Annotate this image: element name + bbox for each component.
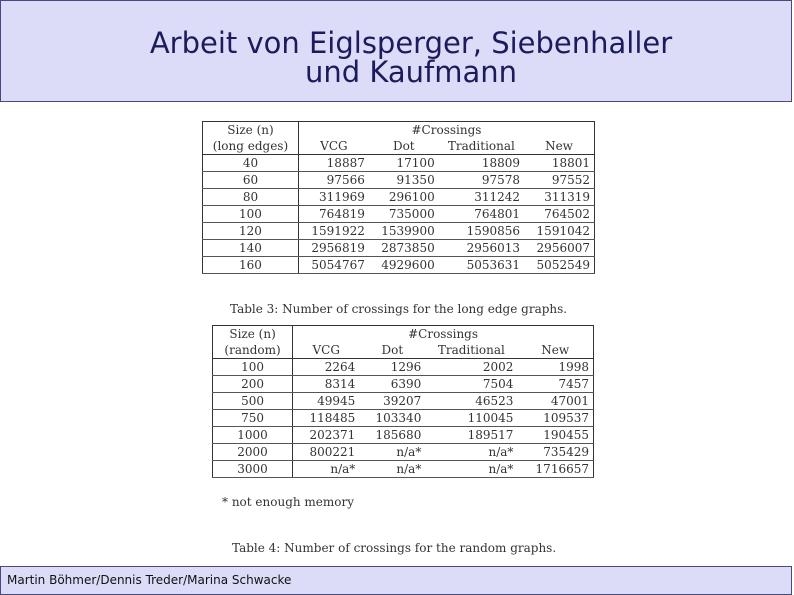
size-cell: 3000 bbox=[213, 461, 293, 478]
crossings-cell: 1998 bbox=[517, 359, 593, 376]
table3-caption: Table 3: Number of crossings for the long edge graphs. bbox=[230, 302, 568, 316]
title-line-2: und Kaufmann bbox=[304, 55, 518, 89]
crossings-cell: n/a* bbox=[359, 444, 425, 461]
crossings-cell: n/a* bbox=[359, 461, 425, 478]
footer-bar bbox=[0, 566, 792, 595]
col-header-traditional: Traditional bbox=[439, 138, 524, 155]
crossings-cell: 47001 bbox=[517, 393, 593, 410]
table-row bbox=[203, 172, 595, 189]
crossings-cell: 1539900 bbox=[369, 223, 439, 240]
crossings-cell: 8314 bbox=[293, 376, 360, 393]
table-row bbox=[213, 359, 594, 376]
crossings-cell: 97578 bbox=[439, 172, 524, 189]
col-header-traditional: Traditional bbox=[425, 342, 517, 359]
size-cell: 80 bbox=[203, 189, 299, 206]
table-row bbox=[203, 240, 595, 257]
size-cell: 100 bbox=[203, 206, 299, 223]
col-header-new: New bbox=[517, 342, 593, 359]
table-row bbox=[213, 427, 594, 444]
crossings-cell: 97566 bbox=[298, 172, 368, 189]
crossings-cell: 5054767 bbox=[298, 257, 368, 274]
crossings-cell: 91350 bbox=[369, 172, 439, 189]
col-header-new: New bbox=[524, 138, 594, 155]
crossings-cell: 7504 bbox=[425, 376, 517, 393]
crossings-cell: 18809 bbox=[439, 155, 524, 172]
table-row bbox=[213, 376, 594, 393]
size-header: Size (n) bbox=[229, 327, 276, 341]
crossings-cell: 1591922 bbox=[298, 223, 368, 240]
crossings-cell: n/a* bbox=[293, 461, 360, 478]
size-cell: 200 bbox=[213, 376, 293, 393]
crossings-cell: 202371 bbox=[293, 427, 360, 444]
size-cell: 2000 bbox=[213, 444, 293, 461]
crossings-cell: 110045 bbox=[425, 410, 517, 427]
crossings-cell: 735000 bbox=[369, 206, 439, 223]
crossings-cell: 189517 bbox=[425, 427, 517, 444]
col-header-vcg: VCG bbox=[293, 342, 360, 359]
long-edge-crossings-table bbox=[202, 121, 595, 274]
size-cell: 100 bbox=[213, 359, 293, 376]
crossings-cell: 103340 bbox=[359, 410, 425, 427]
crossings-cell: 1591042 bbox=[524, 223, 594, 240]
size-cell: 750 bbox=[213, 410, 293, 427]
col-header-dot: Dot bbox=[369, 138, 439, 155]
crossings-cell: 1590856 bbox=[439, 223, 524, 240]
size-cell: 500 bbox=[213, 393, 293, 410]
col-header-dot: Dot bbox=[359, 342, 425, 359]
crossings-cell: 4929600 bbox=[369, 257, 439, 274]
crossings-cell: 7457 bbox=[517, 376, 593, 393]
title-banner bbox=[0, 0, 792, 102]
crossings-cell: 311319 bbox=[524, 189, 594, 206]
table-row bbox=[203, 257, 595, 274]
table-row bbox=[213, 461, 594, 478]
crossings-cell: 2956007 bbox=[524, 240, 594, 257]
crossings-cell: 46523 bbox=[425, 393, 517, 410]
crossings-cell: 18801 bbox=[524, 155, 594, 172]
crossings-cell: 311969 bbox=[298, 189, 368, 206]
table-row bbox=[203, 155, 595, 172]
table-row bbox=[213, 444, 594, 461]
table4-footnote: * not enough memory bbox=[222, 495, 355, 509]
crossings-cell: 6390 bbox=[359, 376, 425, 393]
size-cell: 40 bbox=[203, 155, 299, 172]
crossings-cell: 5053631 bbox=[439, 257, 524, 274]
size-cell: 60 bbox=[203, 172, 299, 189]
random-crossings-table bbox=[212, 325, 594, 478]
crossings-cell: 735429 bbox=[517, 444, 593, 461]
crossings-cell: 2956013 bbox=[439, 240, 524, 257]
crossings-cell: n/a* bbox=[425, 461, 517, 478]
crossings-cell: 49945 bbox=[293, 393, 360, 410]
crossings-cell: 1296 bbox=[359, 359, 425, 376]
crossings-cell: 118485 bbox=[293, 410, 360, 427]
crossings-header: #Crossings bbox=[293, 326, 594, 343]
crossings-cell: 2002 bbox=[425, 359, 517, 376]
crossings-header: #Crossings bbox=[298, 122, 594, 139]
crossings-cell: 311242 bbox=[439, 189, 524, 206]
col-header-vcg: VCG bbox=[298, 138, 368, 155]
table4-caption: Table 4: Number of crossings for the random graphs. bbox=[232, 541, 557, 555]
crossings-cell: n/a* bbox=[425, 444, 517, 461]
crossings-cell: 764801 bbox=[439, 206, 524, 223]
crossings-cell: 296100 bbox=[369, 189, 439, 206]
size-header: Size (n) bbox=[227, 123, 274, 137]
crossings-cell: 190455 bbox=[517, 427, 593, 444]
crossings-cell: 109537 bbox=[517, 410, 593, 427]
table-row bbox=[203, 189, 595, 206]
crossings-cell: 5052549 bbox=[524, 257, 594, 274]
size-subheader: (random) bbox=[213, 342, 293, 359]
crossings-cell: 17100 bbox=[369, 155, 439, 172]
crossings-cell: 800221 bbox=[293, 444, 360, 461]
crossings-cell: 2264 bbox=[293, 359, 360, 376]
table-row bbox=[203, 206, 595, 223]
table-row bbox=[213, 410, 594, 427]
title-line-1: Arbeit von Eiglsperger, Siebenhaller bbox=[149, 26, 673, 60]
slide-title bbox=[61, 26, 761, 89]
crossings-cell: 18887 bbox=[298, 155, 368, 172]
table-row bbox=[213, 393, 594, 410]
footer-authors: Martin Böhmer/Dennis Treder/Marina Schwacke bbox=[7, 573, 292, 587]
size-cell: 1000 bbox=[213, 427, 293, 444]
crossings-cell: 764502 bbox=[524, 206, 594, 223]
crossings-cell: 185680 bbox=[359, 427, 425, 444]
crossings-cell: 39207 bbox=[359, 393, 425, 410]
crossings-cell: 2956819 bbox=[298, 240, 368, 257]
table-row bbox=[203, 223, 595, 240]
crossings-cell: 1716657 bbox=[517, 461, 593, 478]
size-cell: 120 bbox=[203, 223, 299, 240]
crossings-cell: 2873850 bbox=[369, 240, 439, 257]
size-cell: 140 bbox=[203, 240, 299, 257]
crossings-cell: 97552 bbox=[524, 172, 594, 189]
crossings-cell: 764819 bbox=[298, 206, 368, 223]
size-subheader: (long edges) bbox=[203, 138, 299, 155]
size-cell: 160 bbox=[203, 257, 299, 274]
